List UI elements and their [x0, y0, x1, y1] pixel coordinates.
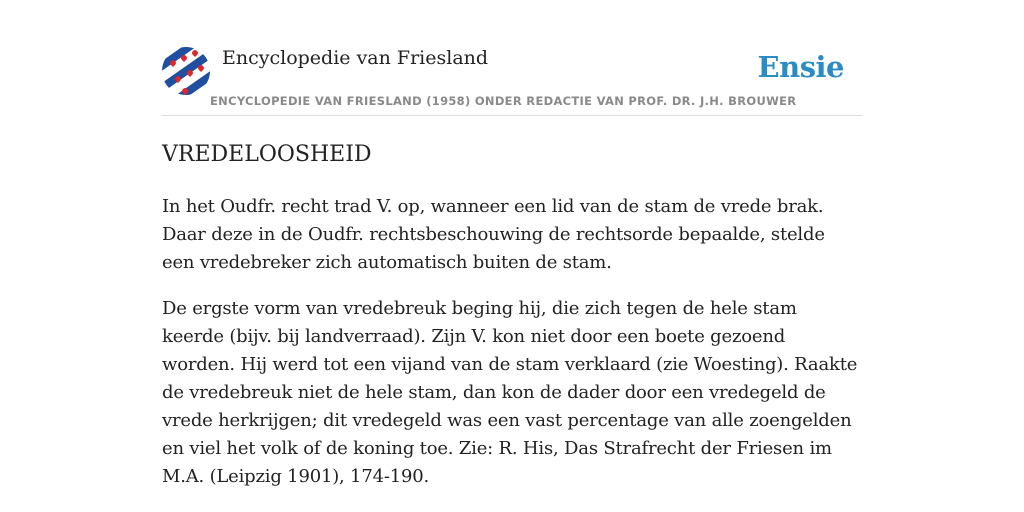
- article-paragraph: De ergste vorm van vredebreuk beging hij, die zich tegen de hele stam keerde (bijv. bij landverraad). Zijn V. kon niet door een boete gezoend worden. Hij werd tot een vijand van de stam verklaard (zie Woesting). Raakte de vredebreuk niet de hele stam, dan kon de dader door een vredegeld de vrede herkrijgen; dit vredegeld was een vast percentage van alle zoengelden en viel het volk of de koning toe. Zie: R. His, Das Strafrecht der Friesen im M.A. (Leipzig 1901), 174-190.: [162, 298, 858, 487]
- article-paragraph: In het Oudfr. recht trad V. op, wanneer een lid van de stam de vrede brak. Daar deze in de Oudfr. rechtsbeschouwing de rechtsorde bepaalde, stelde een vredebreker zich automatisch buiten de stam.: [162, 196, 825, 273]
- frisian-flag-icon[interactable]: [162, 47, 210, 95]
- site-subtitle: ENCYCLOPEDIE VAN FRIESLAND (1958) ONDER REDACTIE VAN PROF. DR. J.H. BROUWER: [210, 94, 797, 108]
- article-title: VREDELOOSHEID: [162, 142, 372, 167]
- article: [162, 141, 862, 509]
- site-header: [162, 44, 862, 116]
- ensie-brand-link[interactable]: Ensie: [757, 50, 844, 84]
- site-title-link[interactable]: Encyclopedie van Friesland: [222, 47, 489, 69]
